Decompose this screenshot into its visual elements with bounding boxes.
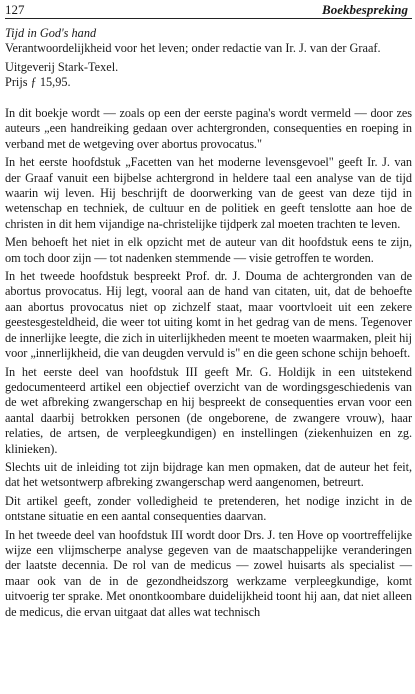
paragraph: In dit boekje wordt — zoals op een der eerste pagina's wordt vermeld — door zes auteurs „een handreiking gedaan over achtergronden, consequenties en roeping in verband met de wetgeving over abortus provocatus." [5,106,412,151]
paragraph: Men behoeft het niet in elk opzicht met de auteur van dit hoofdstuk eens te zijn, om toch door zijn — tot nadenken stemmende — visie getroffen te worden. [5,235,412,265]
book-title: Tijd in God's hand [5,26,97,40]
review-body [5,106,412,620]
paragraph: In het tweede deel van hoofdstuk III wordt door Drs. J. ten Hove op voortreffelijke wijze een vlijmscherpe analyse gegeven van de maatschappelijke veranderingen der laatste decennia. De rol van de medicus — zowel huisarts als specialist — maar ook van de in de gezondheidszorg werkzame verpleegkundige, komt uitvoerig ter sprake. Met onontkoombare duidelijkheid toont hij aan, dat niet alleen de medicus, die ervan uitgaat dat alles wat technisch [5,527,412,619]
page-number: 127 [5,2,25,17]
running-header [5,1,412,19]
paragraph: In het eerste deel van hoofdstuk III geeft Mr. G. Holdijk in een uitstekend gedocumenteerd artikel een objectief overzicht van de wordingsgeschiedenis van de wet afbreking zwangerschap en hij bespreekt de consequenties ervan voor een aantal daarbij betrokken personen (de ongeborene, de zwangere vrouw), haar relaties, de artsen, de verpleegkundigen) en instellingen (ziekenhuizen en zg. klinieken). [5,364,412,456]
book-publisher: Uitgeverij Stark-Texel. [5,60,119,74]
book-info [5,26,412,90]
book-subtitle: Verantwoordelijkheid voor het leven; onder redactie van Ir. J. van der Graaf. [5,41,381,55]
book-price: Prijs ƒ 15,95. [5,75,71,89]
paragraph: Slechts uit de inleiding tot zijn bijdrage kan men opmaken, dat de auteur het feit, dat het wetsontwerp afbreking zwangerschap werd aangenomen, betreurt. [5,459,412,490]
paragraph: In het eerste hoofdstuk „Facetten van het moderne levensgevoel" geeft Ir. J. van der Graaf vanuit een bijbelse achtergrond in heldere taal een analyse van de tijd waarin wij leven. Hij beschrijft de doorwerking van de geest van deze tijd in wetenschap en techniek, de cultuur en de politiek en geeft tenslotte aan hoe de christen in dit hem vijandige na-christelijke tijdperk zal moeten trachten te leven. [5,155,412,231]
paragraph: In het tweede hoofdstuk bespreekt Prof. dr. J. Douma de achtergronden van de abortus provocatus. Hij legt, vooral aan de hand van citaten, uit, dat de behoefte aan abortus provocatus niet op zichzelf staat, maar voortvloeit uit een zekere geestesgesteldheid, die weer tot uiting komt in het gedrag van de mens. Tegenover de innerlijke leegte, die zich in uiterlijkheden meent te moeten waarmaken, pleit hij voor „innerlijkheid, die van deugden vervuld is" en die geen schone schijn behoeft. [5,269,412,361]
paragraph: Dit artikel geeft, zonder volledigheid te pretenderen, het nodige inzicht in de ontstane situatie en een aantal consequenties daarvan. [5,493,412,524]
section-title: Boekbespreking [322,2,408,17]
